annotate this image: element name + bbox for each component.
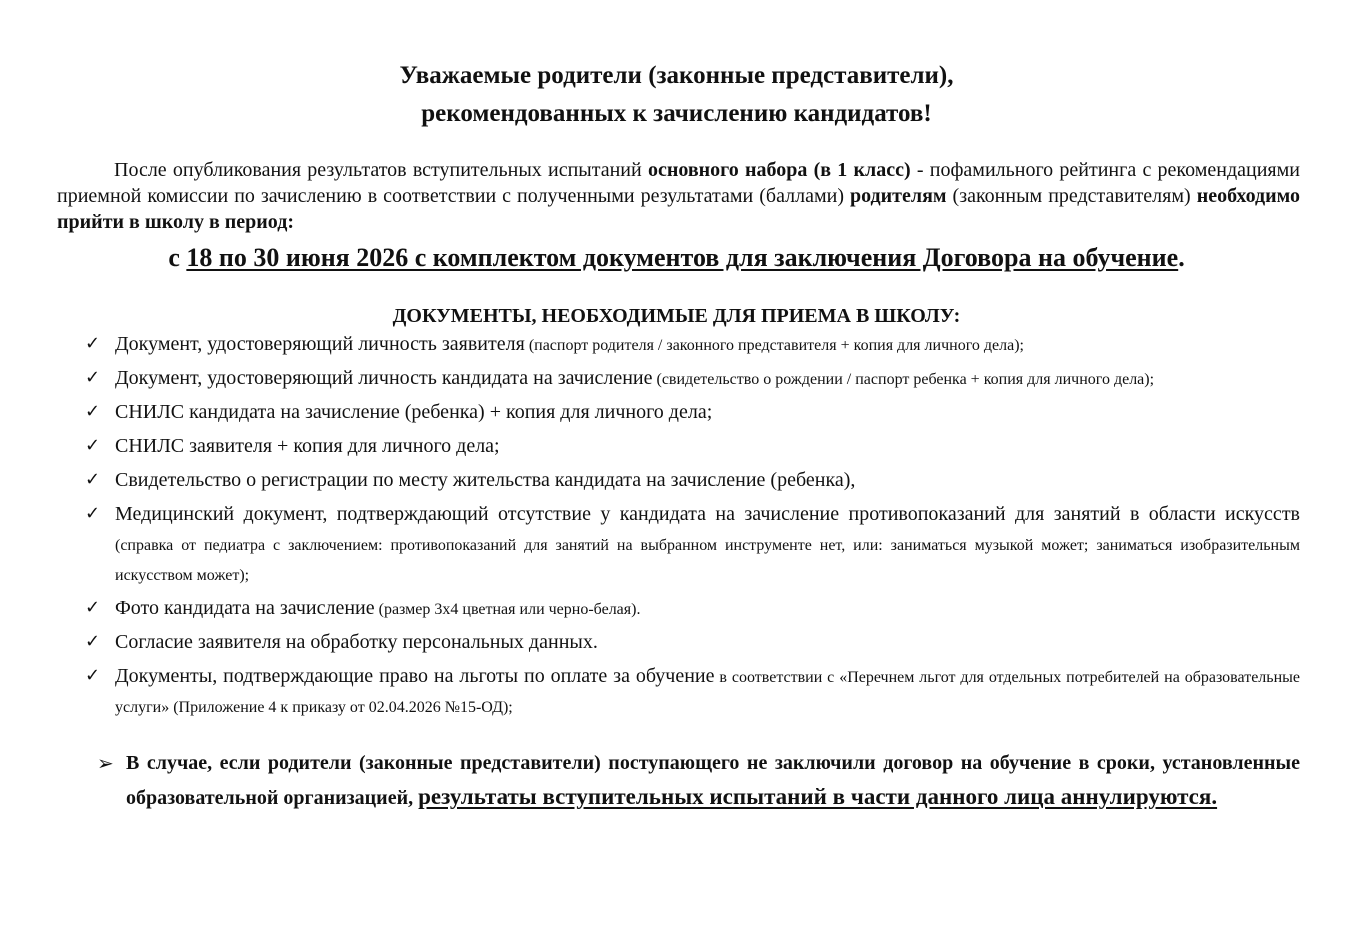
checkmark-icon: ✓ <box>85 367 101 388</box>
document-note: (справка от педиатра с заключением: противопоказаний для занятий на выбранном инструменте нет, или: заниматься музыкой может; заниматься изобразительным искусством может); <box>115 537 1300 584</box>
title-line-2: рекомендованных к зачислению кандидатов! <box>421 100 932 127</box>
notice-text: В случае, если родители (законные представители) поступающего не заключили договор на обучение в сроки, установленные образовательной организацией, <box>126 752 1300 809</box>
list-item <box>85 331 1300 361</box>
checkmark-icon: ✓ <box>85 665 101 686</box>
list-item <box>85 433 1300 463</box>
deadline-prefix: с <box>168 243 187 272</box>
page-title <box>0 57 1353 133</box>
document-note: (паспорт родителя / законного представителя + копия для личного дела); <box>524 337 1024 354</box>
notice-emphasis: результаты вступительных испытаний в части данного лица аннулируются. <box>418 784 1218 809</box>
document-name: Документ, удостоверяющий личность кандидата на зачисление <box>115 367 653 389</box>
list-item <box>85 629 1300 659</box>
intro-bold-period: необходимо прийти в школу в период: <box>57 185 1300 233</box>
list-item <box>85 467 1300 497</box>
intro-bold-parents: родителям <box>849 185 947 207</box>
document-name: Фото кандидата на зачисление <box>115 597 375 619</box>
documents-heading: ДОКУМЕНТЫ, НЕОБХОДИМЫЕ ДЛЯ ПРИЕМА В ШКОЛУ: <box>392 305 961 327</box>
deadline-suffix: . <box>1178 243 1185 272</box>
documents-list <box>85 331 1300 727</box>
checkmark-icon: ✓ <box>85 435 101 456</box>
intro-bold-set: основного набора (в 1 класс) <box>647 159 911 181</box>
intro-text-3: (законным представителям) <box>946 185 1197 207</box>
document-name: Документ, удостоверяющий личность заявителя <box>115 333 525 355</box>
document-note: в соответствии с «Перечнем льгот для отдельных потребителей на образовательные услуги» (Приложение 4 к приказу от 02.04.2026 №15-ОД); <box>115 669 1300 716</box>
checkmark-icon: ✓ <box>85 503 101 524</box>
deadline-dates: 18 по 30 июня 2026 с комплектом документов для заключения Договора на обучение <box>186 243 1179 272</box>
list-item <box>85 365 1300 395</box>
deadline-line <box>0 241 1353 275</box>
intro-paragraph <box>57 157 1300 235</box>
document-note: (размер 3х4 цветная или черно-белая). <box>374 601 641 618</box>
checkmark-icon: ✓ <box>85 631 101 652</box>
intro-text-1: После опубликования результатов вступительных испытаний <box>114 159 648 181</box>
document-name: Медицинский документ, подтверждающий отсутствие у кандидата на зачисление противопоказаний для занятий в области искусств <box>115 503 1300 525</box>
document-name: Согласие заявителя на обработку персональных данных. <box>115 631 598 653</box>
document-note: (свидетельство о рождении / паспорт ребенка + копия для личного дела); <box>652 371 1155 388</box>
checkmark-icon: ✓ <box>85 597 101 618</box>
list-item <box>85 595 1300 625</box>
annulment-notice <box>97 747 1300 815</box>
list-item <box>85 501 1300 591</box>
intro-text-2: - пофамильного рейтинга с рекомендациями приемной комиссии по зачислению в соответствии с полученными результатами (баллами) <box>57 159 1300 207</box>
document-name: СНИЛС заявителя + копия для личного дела; <box>115 435 500 457</box>
document-name: СНИЛС кандидата на зачисление (ребенка) + копия для личного дела; <box>115 401 713 423</box>
list-item <box>85 399 1300 429</box>
arrow-bullet-icon: ➢ <box>97 751 114 775</box>
document-name: Свидетельство о регистрации по месту жительства кандидата на зачисление (ребенка), <box>115 469 856 491</box>
title-line-1: Уважаемые родители (законные представители), <box>399 62 954 89</box>
list-item <box>85 663 1300 723</box>
checkmark-icon: ✓ <box>85 469 101 490</box>
checkmark-icon: ✓ <box>85 401 101 422</box>
checkmark-icon: ✓ <box>85 333 101 354</box>
document-name: Документы, подтверждающие право на льготы по оплате за обучение <box>115 665 715 687</box>
